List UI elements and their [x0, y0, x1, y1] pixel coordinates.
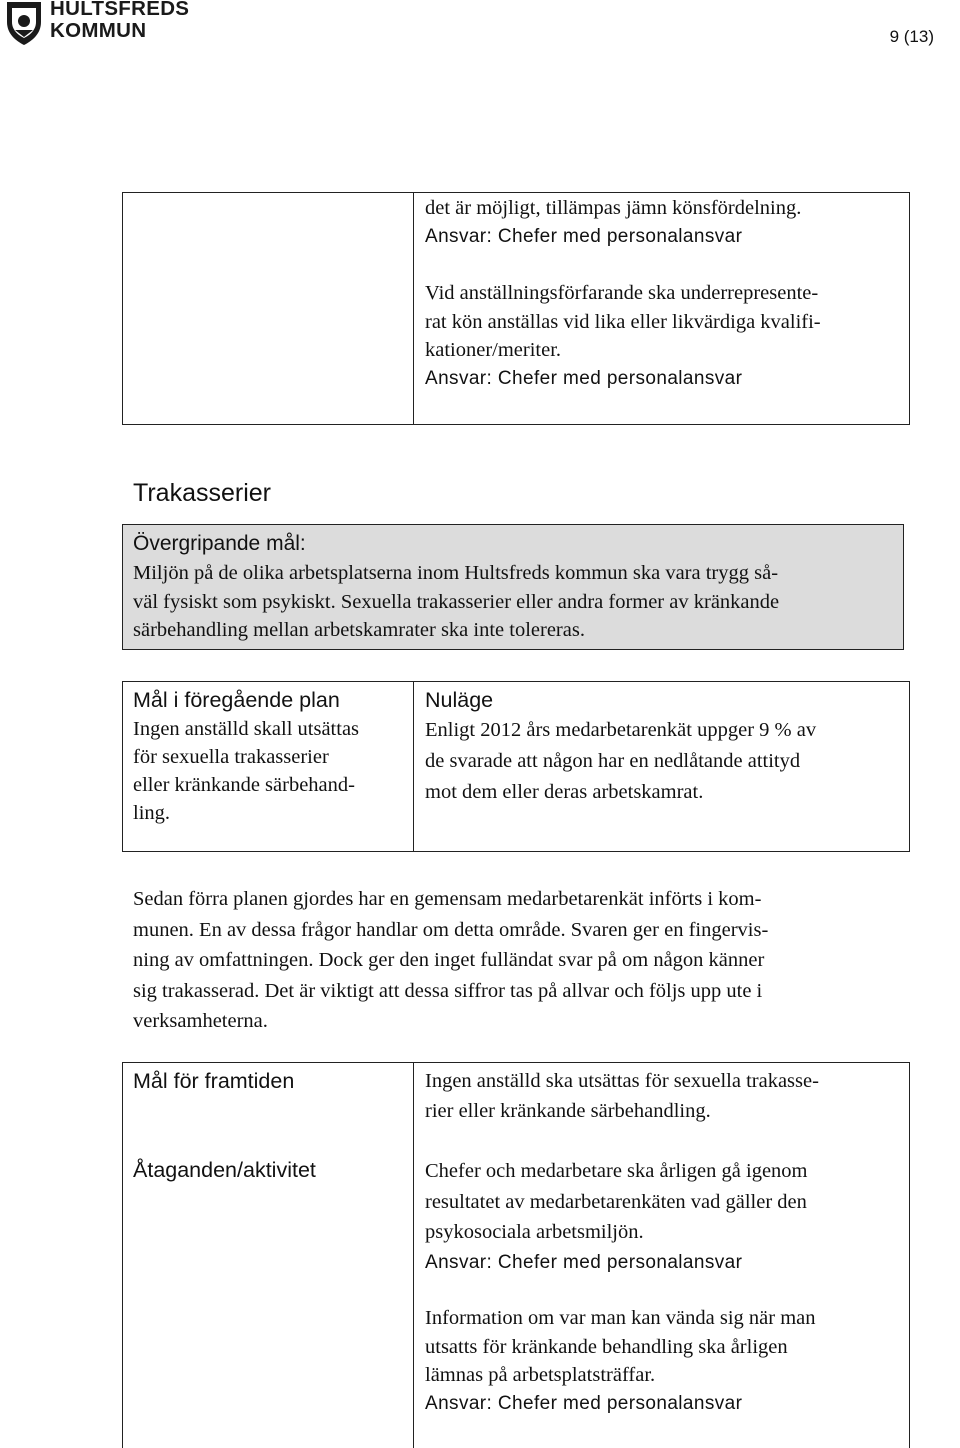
previous-section-text: [425, 194, 905, 393]
text-line: det är möjligt, tillämpas jämn könsfördelning.: [425, 197, 802, 219]
municipal-crest-icon: [4, 0, 44, 46]
current-status-heading: Nuläge: [425, 688, 494, 712]
text-line: särbehandling mellan arbetskamrater ska inte tolereras.: [133, 619, 585, 641]
table-divider: [413, 193, 414, 424]
page-number: 9 (13): [889, 27, 934, 46]
text-line: ling.: [133, 802, 171, 824]
current-status-cell: [425, 685, 905, 808]
municipality-logo: [4, 0, 194, 46]
previous-goal-heading: Mål i föregående plan: [133, 688, 340, 712]
text-line: rat kön anställas vid lika eller likvärdiga kvalifi-: [425, 310, 821, 333]
text-line: eller kränkande särbehand-: [133, 774, 355, 796]
overall-goal-heading: Övergripande mål:: [133, 532, 306, 555]
text-line: för sexuella trakasserier: [133, 746, 329, 768]
previous-goal-cell: [133, 685, 408, 827]
text-line: rier eller kränkande särbehandling.: [425, 1100, 711, 1122]
future-goal-text: [425, 1066, 905, 1126]
section-title: Trakasserier: [133, 479, 271, 507]
overall-goal-box: [122, 524, 904, 650]
future-goals-table: [122, 1062, 910, 1448]
logo-line-2: KOMMUN: [50, 19, 147, 42]
previous-section-table: [122, 192, 910, 425]
text-line: resultatet av medarbetarenkäten vad gäller den: [425, 1190, 807, 1213]
text-line: mot dem eller deras arbetskamrat.: [425, 781, 704, 803]
responsibility-line: Ansvar: Chefer med personalansvar: [425, 1392, 743, 1414]
text-line: Enligt 2012 års medarbetarenkät uppger 9 % av: [425, 719, 817, 741]
table-divider: [413, 1063, 414, 1448]
logo-line-1: HULTSFREDS: [50, 0, 190, 20]
text-line: kationer/meriter.: [425, 339, 562, 361]
text-line: psykosociala arbetsmiljön.: [425, 1221, 644, 1243]
text-line: ning av omfattningen. Dock ger den inget fulländat svar på om någon känner: [133, 949, 765, 971]
future-goal-label: Mål för framtiden: [133, 1069, 295, 1093]
text-line: Sedan förra planen gjordes har en gemensam medarbetarenkät införts i kom-: [133, 888, 762, 910]
status-table: [122, 681, 910, 852]
activities-label: Åtaganden/aktivitet: [133, 1158, 316, 1182]
text-line: Ingen anställd skall utsättas: [133, 718, 360, 740]
text-line: Chefer och medarbetare ska årligen gå igenom: [425, 1160, 808, 1182]
text-line: verksamheterna.: [133, 1010, 268, 1032]
activity-1-text: [425, 1156, 905, 1278]
text-line: sig trakasserad. Det är viktigt att dessa siffror tas på allvar och följs upp ute i: [133, 979, 763, 1002]
text-line: väl fysiskt som psykiskt. Sexuella trakasserier eller andra former av kränkande: [133, 590, 780, 613]
body-paragraph: [133, 884, 913, 1037]
responsibility-line: Ansvar: Chefer med personalansvar: [425, 367, 743, 389]
responsibility-line: Ansvar: Chefer med personalansvar: [425, 1251, 743, 1273]
table-divider: [413, 682, 414, 851]
text-line: munen. En av dessa frågor handlar om detta område. Svaren ger en fingervis-: [133, 918, 769, 941]
text-line: Vid anställningsförfarande ska underrepresente-: [425, 282, 819, 304]
text-line: Ingen anställd ska utsättas för sexuella trakasse-: [425, 1070, 819, 1092]
text-line: de svarade att någon har en nedlåtande attityd: [425, 750, 801, 772]
text-line: utsatts för kränkande behandling ska årligen: [425, 1335, 788, 1358]
text-line: lämnas på arbetsplatsträffar.: [425, 1364, 656, 1386]
text-line: Information om var man kan vända sig när man: [425, 1307, 816, 1329]
overall-goal-content: [133, 529, 897, 645]
responsibility-line: Ansvar: Chefer med personalansvar: [425, 225, 743, 247]
text-line: Miljön på de olika arbetsplatserna inom Hultsfreds kommun ska vara trygg så-: [133, 562, 779, 584]
activity-2-text: [425, 1304, 905, 1418]
logo-wordmark: [50, 0, 189, 42]
